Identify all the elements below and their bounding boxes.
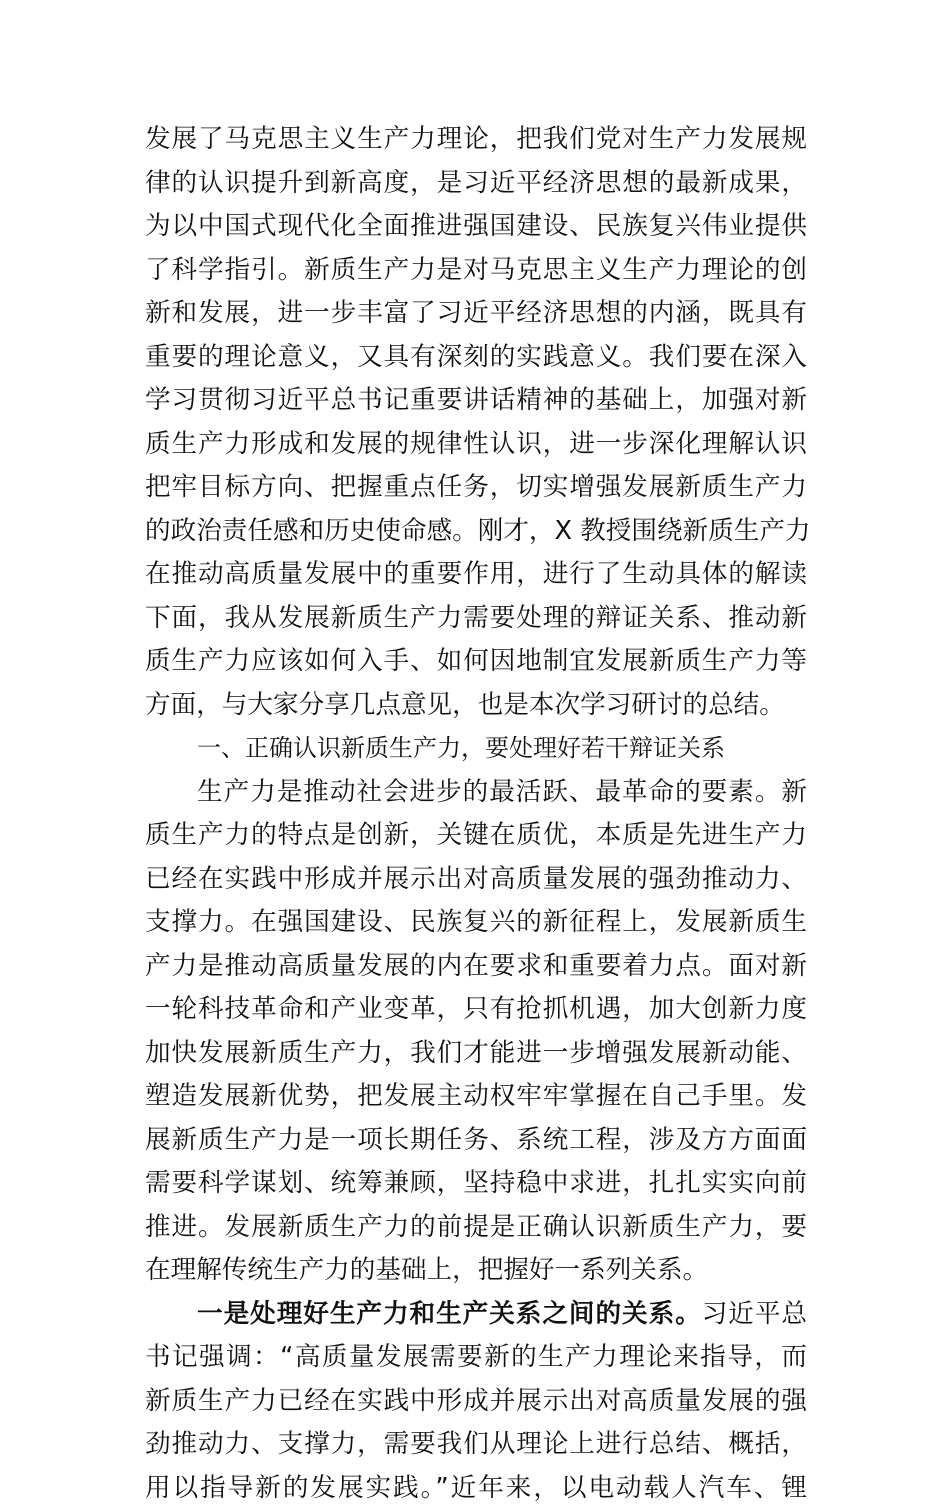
line-text: 发展了马克思主义生产力理论，把我们党对生产力发展规 bbox=[145, 124, 807, 154]
text-line bbox=[145, 1249, 807, 1293]
line-text: 产力是推动高质量发展的内在要求和重要着力点。面对新 bbox=[145, 951, 807, 981]
line-text: 已经在实践中形成并展示出对高质量发展的强劲推动力、 bbox=[145, 864, 807, 894]
line-text: 一轮科技革命和产业变革，只有抢抓机遇，加大创新力度 bbox=[145, 994, 807, 1024]
body-text bbox=[145, 118, 807, 1510]
text-line bbox=[145, 1032, 807, 1076]
text-line bbox=[145, 1467, 807, 1510]
text-line bbox=[145, 423, 807, 467]
text-line bbox=[145, 597, 807, 641]
text-line bbox=[145, 553, 807, 597]
text-line bbox=[145, 205, 807, 249]
text-line bbox=[145, 1423, 807, 1467]
line-text: 重要的理论意义，又具有深刻的实践意义。我们要在深入 bbox=[145, 342, 807, 372]
text-line bbox=[145, 162, 807, 206]
text-line bbox=[145, 771, 807, 815]
line-text: 质生产力的特点是创新，关键在质优，本质是先进生产力 bbox=[145, 820, 807, 850]
line-text: 劲推动力、支撑力，需要我们从理论上进行总结、概括， bbox=[145, 1429, 807, 1459]
document-page bbox=[145, 118, 807, 1510]
text-line bbox=[145, 379, 807, 423]
line-text: 学习贯彻习近平总书记重要讲话精神的基础上，加强对新 bbox=[145, 385, 807, 415]
bold-lead-in: 一是处理好生产力和生产关系之间的关系。 bbox=[197, 1299, 702, 1329]
text-line bbox=[145, 118, 807, 162]
text-line bbox=[145, 336, 807, 380]
text-line bbox=[145, 1336, 807, 1380]
text-line bbox=[145, 510, 807, 554]
line-text: 加快发展新质生产力，我们才能进一步增强发展新动能、 bbox=[145, 1038, 807, 1068]
line-text: 了科学指引。新质生产力是对马克思主义生产力理论的创 bbox=[145, 255, 807, 285]
text-line bbox=[145, 249, 807, 293]
text-line bbox=[145, 814, 807, 858]
line-text: 质生产力应该如何入手、如何因地制宜发展新质生产力等 bbox=[145, 646, 807, 676]
text-line bbox=[145, 1206, 807, 1250]
line-text: 一、正确认识新质生产力，要处理好若干辩证关系 bbox=[197, 734, 725, 762]
text-line bbox=[145, 1119, 807, 1163]
line-text: 为以中国式现代化全面推进强国建设、民族复兴伟业提供 bbox=[145, 211, 807, 241]
text-line bbox=[145, 292, 807, 336]
text-line bbox=[145, 858, 807, 902]
text-line bbox=[145, 1162, 807, 1206]
text-line bbox=[145, 684, 807, 728]
line-text: 质生产力形成和发展的规律性认识，进一步深化理解认识 bbox=[145, 429, 807, 459]
line-text: 下面，我从发展新质生产力需要处理的辩证关系、推动新 bbox=[145, 603, 807, 633]
line-text: 方面，与大家分享几点意见，也是本次学习研讨的总结。 bbox=[145, 690, 785, 720]
line-text: 需要科学谋划、统筹兼顾，坚持稳中求进，扎扎实实向前 bbox=[145, 1168, 807, 1198]
line-text: 塑造发展新优势，把发展主动权牢牢掌握在自己手里。发 bbox=[145, 1081, 807, 1111]
line-text: 在理解传统生产力的基础上，把握好一系列关系。 bbox=[145, 1255, 708, 1285]
line-text: 律的认识提升到新高度，是习近平经济思想的最新成果， bbox=[145, 168, 807, 198]
section-heading bbox=[145, 727, 807, 771]
line-text: 书记强调：“高质量发展需要新的生产力理论来指导，而 bbox=[145, 1342, 807, 1372]
text-line bbox=[145, 945, 807, 989]
line-text: 在推动高质量发展中的重要作用，进行了生动具体的解读 bbox=[145, 559, 807, 589]
text-line bbox=[145, 466, 807, 510]
line-text: 推进。发展新质生产力的前提是正确认识新质生产力，要 bbox=[145, 1212, 807, 1242]
line-text: 把牢目标方向、把握重点任务，切实增强发展新质生产力 bbox=[145, 472, 807, 502]
line-text: 新和发展，进一步丰富了习近平经济思想的内涵，既具有 bbox=[145, 298, 807, 328]
line-text: 支撑力。在强国建设、民族复兴的新征程上，发展新质生 bbox=[145, 907, 807, 937]
text-line bbox=[145, 1380, 807, 1424]
text-line bbox=[145, 640, 807, 684]
line-text: 用以指导新的发展实践。”近年来，以电动载人汽车、锂 bbox=[145, 1473, 807, 1503]
line-text: 展新质生产力是一项长期任务、系统工程，涉及方方面面 bbox=[145, 1125, 807, 1155]
text-line bbox=[145, 1075, 807, 1119]
line-text: 的政治责任感和历史使命感。刚才，X 教授围绕新质生产力 bbox=[145, 516, 811, 546]
line-text: 习近平总 bbox=[702, 1299, 807, 1329]
text-line bbox=[145, 901, 807, 945]
line-text: 生产力是推动社会进步的最活跃、最革命的要素。新 bbox=[197, 777, 807, 807]
text-line bbox=[145, 988, 807, 1032]
text-line bbox=[145, 1293, 807, 1337]
line-text: 新质生产力已经在实践中形成并展示出对高质量发展的强 bbox=[145, 1386, 807, 1416]
